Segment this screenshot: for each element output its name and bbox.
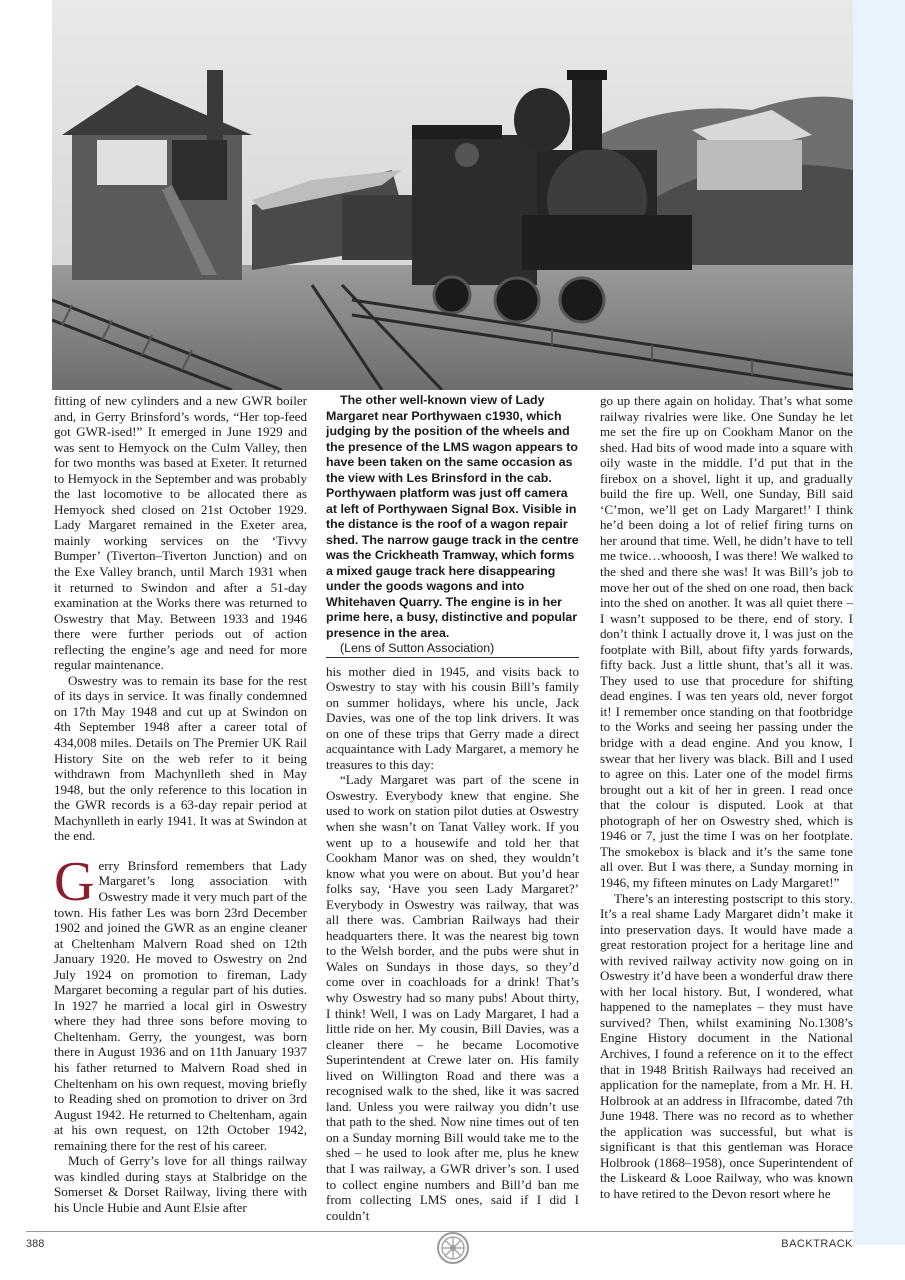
paragraph: “Lady Margaret was part of the scene in Oswestry. Everybody knew that engine. She used to work on station pilot duties at Oswestry when she wasn’t on Tanat Valley work. If you went up to a housewife and told her that Cookham Manor was on shed, they wouldn’t know what you were on about. But you’d hear folks say, ‘Have you seen Lady Margaret?’ Everybody in Oswestry was railway, that was all there was. Cambrian Railways had their headquarters there. It was the nearest big town to the Welsh border, and the pubs were shut in Wales on Sundays in those days, so they’d come over in coachloads for a drink! That’s why Oswestry had so many pubs! About thirty, I think! Well, I was on Lady Margaret, I had a little ride on her. My cousin, Bill Davies, was a cleaner there – he became Locomotive Superintendent at Crewe later on. His family lived on Willington Road and there was a recognised walk to the shed, like it was sacred land. Unless you were railway you didn’t use that path to the shed. Now nine times out of ten on a Sunday morning Bill would take me to the shed – he used to look after me, plus he knew that I was railway, a GWR driver’s son. I used to collect engine numbers and Bill’d ban me from collecting LMS ones, said if I did I couldn’t bbox=[326, 772, 579, 1223]
page-side-strip bbox=[853, 0, 905, 1245]
text-column-3 bbox=[600, 393, 853, 1231]
text-column-2 bbox=[326, 393, 579, 1231]
paragraph: Much of Gerry’s love for all things railway was kindled during stays at Stalbridge on the Somerset & Dorset Railway, living there with his Uncle Hubie and Aunt Elsie after bbox=[54, 1153, 307, 1215]
photo-caption: The other well-known view of Lady Margaret near Porthywaen c1930, which judging by the position of the wheels and the presence of the LMS wagon appears to have been taken on the same occasion as the view with Les Brinsford in the cab. Porthywaen platform was just off camera at left of Porthywaen Signal Box. Visible in the distance is the roof of a wagon repair shed. The narrow gauge track in the centre was the Crickheath Tramway, which forms a mixed gauge track here disappearing under the goods wagons and into Whitehaven Quarry. The engine is in her prime here, a busy, distinctive and popular presence in the area. bbox=[326, 393, 579, 640]
paragraph: fitting of new cylinders and a new GWR boiler and, in Gerry Brinsford’s words, “Her top-feed got GWR-ised!” It emerged in June 1929 and was sent to Hemyock on the Culm Valley, then for two months was based at Exeter. It returned to Hemyock in the September and was probably the last locomotive to be allocated there as Hemyock shed closed on 21st October 1929. Lady Margaret remained in the Exeter area, mainly working services on the ‘Tivvy Bumper’ (Tiverton–Tiverton Junction) and on the Exe Valley branch, until March 1931 when it returned to Swindon and after a 51-day examination at the Works there was returned to Oswestry that May. Between 1933 and 1946 there were further periods out of action reflecting the engine’s age and need for more regular maintenance. bbox=[54, 393, 307, 673]
locomotive-photo bbox=[52, 0, 853, 390]
drop-cap-letter: G bbox=[54, 850, 95, 913]
paragraph: go up there again on holiday. That’s what some railway rivalries were like. One Sunday he let me set the fire up on Cookham Manor on the shed. Had bits of wood made into a square with oily waste in the middle. I’d put that in the firebox on a shovel, light it up, and gradually build the fire up. Well, one Sunday, Bill said ‘C’mon, we’ll get on Lady Margaret!’ I think he’d been doing a lot of relief firing turns on her around that time. Well, he didn’t have to tell me twice…whooosh, I was there! We walked to the shed and there she was! It was Bill’s job to move her out of the shed on one road, then back into the shed on another. It was all quiet there – I wasn’t supposed to be there, end of story. I don’t think I actually drove it, I was just on the footplate with Bill, about fifty yards forwards, fifty back. Just a little shunt, that’s all it was. They used to use that procedure for shifting dead engines. I was ten years old, never forgot it! I remember once standing on that footbridge to the Works and seeing her passing under the bridge with a dead engine. And you know, I swear that her livery was black. Bill and I used to agree on this. Later one of the model firms brought out a kit of her in green. I read once that the colour is disputed. Look at that photograph of her on Oswestry shed, which is 1946 or 7, just the time I was on her footplate. The smokebox is black and it’s the same tone all over. But I was there, a Sunday morning in 1946, my fifteen minutes on Lady Margaret!” bbox=[600, 393, 853, 890]
paragraph: There’s an interesting postscript to this story. It’s a real shame Lady Margaret didn’t make it into preservation days. It would have made a great restoration project for a heritage line and with revived railway activity now going on in Oswestry it’d have been a wonderful draw there with her local history. But, I wondered, what happened to the nameplates – they must have survived? Then, whilst examining No.1308’s Engine History document in the National Archives, I found a reference on it to the effect that in 1948 British Railways had received an application for the nameplate, from a Mr. H. H. Holbrook at an address in Ilfracombe, dated 7th June 1948. There was no record as to whether the application was successful, but what is significant is that this gentleman was Horace Holbrook (1868–1958), once Superintendent of the Liskeard & Looe Railway, who was known to have retired to the Devon resort where he bbox=[600, 890, 853, 1201]
paragraph-text: erry Brinsford remembers that Lady Margaret’s long association with Oswestry made it very much part of the town. His father Les was born 23rd December 1902 and joined the GWR as an engine cleaner at Cheltenham Malvern Road shed on 12th January 1920. He moved to Oswestry on 2nd July 1924 on promotion to fireman, Lady Margaret becoming a regular part of his duties. In 1927 he married a local girl in Oswestry where they had three sons before moving to Cheltenham. Gerry, the youngest, was born there in August 1936 and on 11th January 1937 his father returned to Malvern Road shed in Cheltenham on his own request, moving briefly to Reading shed on promotion to driver on 3rd August 1942. He returned to Cheltenham, again at his own request, on 12th October 1942, remaining there for the rest of his career. bbox=[54, 857, 307, 1153]
text-column-1 bbox=[54, 393, 307, 1231]
paragraph: his mother died in 1945, and visits back to Oswestry to stay with his cousin Bill’s family on summer holidays, where his uncle, Jack Davies, was one of the top link drivers. It was on one of these trips that Gerry made a direct acquaintance with Lady Margaret, a memory he treasures to this day: bbox=[326, 663, 579, 772]
photo-credit: (Lens of Sutton Association) bbox=[340, 641, 495, 655]
caption-divider bbox=[326, 657, 579, 658]
magazine-name: BACKTRACK bbox=[781, 1238, 853, 1250]
paragraph-dropcap bbox=[54, 850, 307, 1153]
page-number: 388 bbox=[26, 1238, 45, 1250]
paragraph: Oswestry was to remain its base for the rest of its days in service. It was finally condemned on 17th May 1948 and cut up at Swindon on 4th September 1948 after a career total of 434,008 miles. Details on The Premier UK Rail History Site on the web refer to it being withdrawn from Machynlleth shed in May 1948, but the only reference to this location in the GWR records is a 63-day repair period at Machynlleth in early 1941. It was at Swindon at the end. bbox=[54, 672, 307, 844]
wheel-icon bbox=[436, 1231, 470, 1265]
